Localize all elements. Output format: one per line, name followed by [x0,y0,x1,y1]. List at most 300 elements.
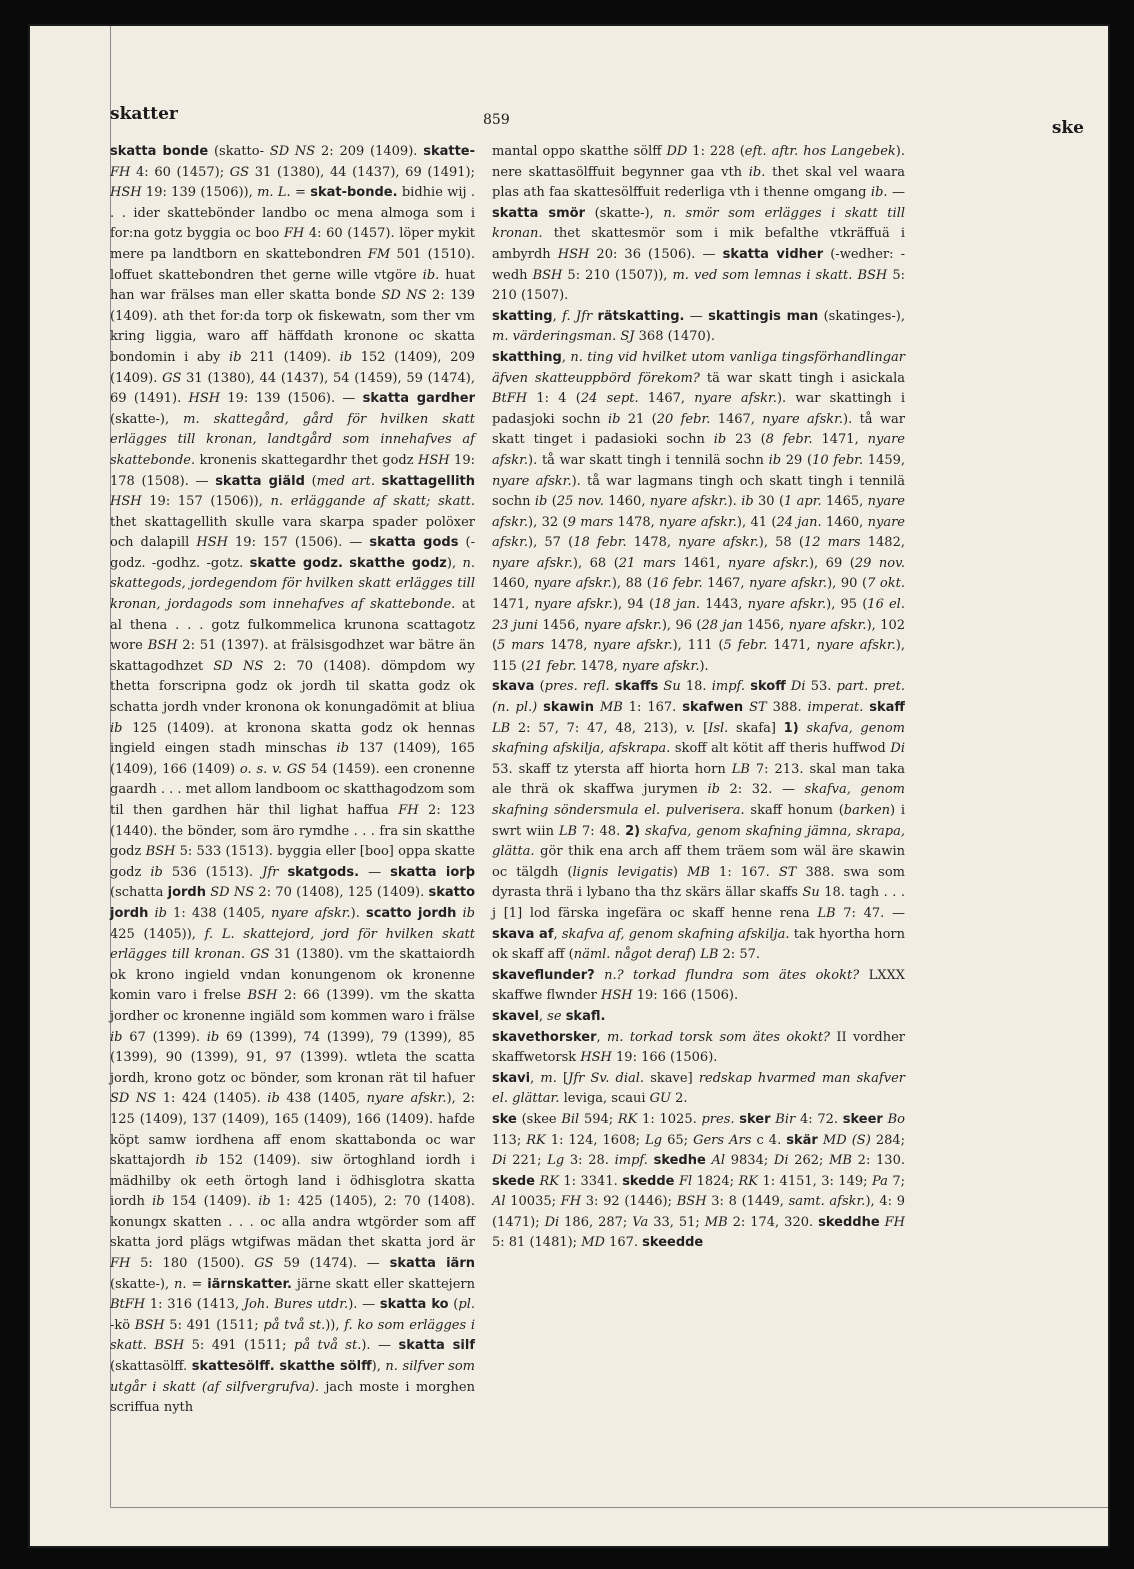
headword: rätskatting. [597,308,685,324]
italic-text: part. pret. (n. pl.) [492,679,905,716]
italic-text: nyare afskr. [492,514,905,551]
italic-text: ib [713,432,727,448]
italic-text: näml. något deraf [573,947,691,963]
entry-text: 1478, [544,638,594,654]
headword: skatte godz. [249,555,343,571]
italic-text: Su [663,679,681,695]
headword: skatthing [492,349,562,365]
dictionary-entry [492,1007,905,1028]
entry-text: 186, 287; [559,1214,633,1230]
dictionary-entry [492,1110,905,1254]
entry-text: gör thik ena arch aff them träem som wäl äre skawin oc tälgdh ( [492,844,905,880]
italic-text: 16 febr. [651,576,703,592]
italic-text: RK [738,1173,758,1189]
entry-text: 2: 66 (1399). vm the skatta jordher oc kronenne ingiäld som kommen waro i frälse [110,988,475,1024]
italic-text: nyare afskr. [593,638,673,654]
italic-text: redskap hvarmed man skafver el. glättar. [492,1070,905,1107]
entry-text: 1: 1025. [637,1111,702,1127]
headword: skatta ko [379,1297,449,1313]
entry-text: 19: 166 (1506). [632,988,739,1004]
entry-text: tä war skatt tingh i asickala [699,370,905,386]
entry-text: II vordher skaffwetorsk [492,1029,905,1066]
entry-text: 1467, [638,391,695,407]
italic-text: nyare afskr. [659,514,737,530]
italic-text: nyare afskr. [533,576,612,592]
entry-text: ), [446,555,463,571]
entry-text: 33, 51; [648,1214,705,1230]
entry-text [595,968,604,983]
italic-text: LB [492,720,511,736]
italic-text: BSH [676,1194,707,1210]
headword: skatta iorþ [390,864,476,880]
entry-text: 1467, [710,411,763,427]
italic-text: n. [174,1276,187,1292]
italic-text: nyare afskr. [366,1091,447,1107]
entry-text: 1: 167. [709,864,779,880]
italic-text: MD [581,1235,605,1251]
italic-text: 21 mars [618,555,676,571]
italic-text: RK [617,1111,638,1127]
italic-text: 8 febr. [765,432,813,448]
italic-text: 10 febr. [812,452,864,468]
entry-text: 31 (1380), 44 (1437), 54 (1459), 59 (1474), 69 (1491). [110,370,475,407]
headword: 1) [783,720,799,736]
italic-text: Gers Ars [693,1132,752,1148]
entry-text: 53. skaff tz ytersta aff hiorta horn [492,761,732,777]
italic-text: nyare afskr. [816,638,896,654]
headword: skatgods. [287,864,360,880]
entry-text: ). [699,658,709,674]
entry-text: — [684,308,709,324]
italic-text: SD NS [110,1091,157,1107]
italic-text: ib [339,349,353,365]
entry-text: 7: 47. — [835,905,905,921]
italic-text: FH [110,164,131,180]
entry-text: 125 (1409). at kronona skatta godz ok hennas ingield eingen stadh minschas [110,720,475,757]
italic-text: ib [741,494,754,510]
italic-text: 25 nov. [556,494,604,510]
italic-text: FM [367,246,391,262]
entry-text: jach moste i morghen scriffua nyth [110,1379,475,1416]
italic-text: nyare afskr. [762,411,844,427]
dictionary-entry [492,1028,905,1069]
entry-text: skaff honum ( [744,803,844,818]
italic-text: ib [534,494,548,510]
headword: skat-bonde. [310,185,398,201]
entry-text: 1459, [863,452,905,468]
entry-text: ). tå war skatt tingh i tennilä sochn [528,452,769,468]
entry-text: 5: 533 (1513). byggia eller [boo] oppa skatte godz [110,844,476,880]
entry-text: 5: 491 (1511; [164,1317,264,1333]
entry-text: ) [672,864,688,880]
italic-text: LB [700,947,719,963]
italic-text: HSH [601,988,633,1004]
italic-text: ib. [870,185,888,201]
italic-text: på två st. [263,1317,326,1333]
entry-text: 425 (1405)), [110,926,205,942]
entry-text: 1471, [492,597,535,613]
page-number: 859 [483,112,510,128]
entry-text: 2: 57, 7: 47, 48, 213), [510,720,686,736]
italic-text: Di [544,1214,560,1230]
italic-text: f. L. skattejord, jord för hvilken skatt erlägges till kronan. [110,926,475,963]
entry-text: 1478, [613,514,660,530]
headword: skava af [492,926,554,942]
entry-text: 501 (1510). loffuet skattebondren thet gerne wille vtgöre [110,246,475,283]
italic-text: 20 febr. [656,411,711,427]
headword: skatte- [423,144,475,159]
headword: skatta giäld [215,473,305,489]
entry-text: järne skatt eller skattejern [291,1276,475,1292]
italic-text: HSH [580,1050,612,1066]
italic-text: FH [560,1194,582,1210]
entry-text: 23 ( [726,432,766,448]
entry-text: 284; [870,1132,906,1148]
italic-text: m. ved som lemnas i skatt. [672,267,853,283]
italic-text: nyare afskr. [649,494,728,510]
headword: skatthe sölff [279,1359,372,1375]
entry-text: 20: 36 (1506). — [589,246,723,262]
dictionary-entry [492,677,905,965]
italic-text: m. torkad torsk som ätes okokt? [607,1029,831,1045]
italic-text: BtFH [110,1297,146,1313]
italic-text: med art. [316,473,375,489]
entry-text: 1460, [603,494,650,510]
italic-text: Va [632,1214,649,1230]
entry-text: ), 4: 9 (1471); [492,1194,906,1230]
italic-text: Bil [561,1111,580,1127]
italic-text: impf. [711,679,746,695]
entry-text: 152 (1409), 209 (1409). [110,349,475,386]
entry-text: 1824; [692,1173,739,1189]
entry-text: 1471, [812,432,868,448]
entry-text: 5: 210 (1507). [492,267,905,304]
italic-text: nyare afskr. [492,555,573,571]
italic-text: ib [707,782,720,798]
italic-text: SD NS [210,885,255,901]
italic-text: Di [492,1153,507,1169]
entry-text: 2: 32. — [719,782,805,798]
entry-text: 3: 92 (1446); [581,1194,677,1210]
entry-text: ), 69 ( [808,555,855,571]
entry-text: 1: 124, 1608; [545,1132,646,1148]
italic-text: MD (S) [822,1132,871,1148]
italic-text: 24 jan. [776,514,822,530]
italic-text: 16 el. 23 juni [492,597,905,633]
italic-text: BtFH [492,391,528,407]
entry-text: 5: 491 (1511; [184,1338,294,1354]
entry-text: 1465, [821,494,868,510]
italic-text: skafva af, genom skafning afskilja. [561,926,790,942]
entry-text: ). tå war skatt tinget i padasioki sochn [492,411,905,448]
entry-text: 19: 157 (1506). — [227,535,370,551]
headword: skede [492,1173,535,1189]
entry-text: ), 96 ( [661,617,702,633]
italic-text: HSH [110,494,142,510]
entry-text: 2: 51 (1397). at frälsisgodhzet war bätre än skattagodhzet [110,638,475,674]
dictionary-entry [492,348,905,678]
entry-text: ), 2: 125 (1409), 137 (1409), 165 (1409), 166 (1409). hafde köpt samw iordhena aff enom skattabonda oc war skattajordh [110,1091,476,1169]
entry-text: 4: 60 (1457); [130,164,230,180]
headword: skatta bonde [110,144,209,159]
entry-text: ) i swrt wiin [492,803,905,839]
entry-text: (schatta [110,885,168,901]
italic-text: 5 mars [497,638,545,654]
italic-text: SD NS [381,288,427,304]
italic-text: 1 apr. [784,494,822,510]
italic-text: BSH [247,988,278,1004]
italic-text: ib [195,1153,208,1169]
entry-text: 438 (1405, [279,1091,367,1107]
italic-text: 9 mars [567,514,614,530]
italic-text: Bir [775,1111,796,1127]
entry-text: (skatte-), [110,1276,174,1292]
italic-text: f. Jfr [562,308,593,324]
entry-text: 65; [662,1132,694,1148]
entry-text: 19: 139 (1506). — [220,391,363,407]
left-column [110,142,475,1419]
italic-text: impf. [614,1153,648,1169]
entry-text: ), 41 ( [736,514,777,530]
italic-text: nyare afskr. [788,617,867,633]
entry-text: , [596,1029,608,1045]
entry-text: 1: 3341. [558,1173,623,1189]
entry-text: ). [350,905,366,921]
italic-text: skafva, genom skafning söndersmula el. pulverisera. [492,782,905,818]
headword: skawin [543,700,595,716]
italic-text: ib. [422,267,440,283]
entry-text: 31 (1380). vm the skattaiordh ok krono ingield vndan konungenom ok kronenne komin varo i frelse [110,947,475,1004]
entry-text: ), 68 ( [572,555,619,571]
entry-text: 29 ( [781,452,813,468]
headword: skedde [622,1173,675,1189]
entry-text: 10035; [505,1194,561,1210]
entry-text: ( [547,494,557,510]
entry-text: 2: 123 (1440). the bönder, som äro rymdhe . . . fra sin skatthe godz [110,803,475,860]
italic-text: BSH [145,844,176,860]
header-first-word: skatter [110,104,178,124]
entry-text: — [359,864,391,880]
headword: skeer [842,1111,883,1127]
entry-text: skafa] [728,720,784,736]
italic-text: FH [884,1214,905,1230]
italic-text: HSH [188,391,221,407]
italic-text: nyare afskr. [271,905,351,921]
headword: skatto jordh [110,885,476,921]
italic-text: LB [731,761,750,777]
headword: skavi [492,1070,531,1086]
entry-text: (skatte-), [110,411,184,427]
headword: skaffs [614,679,659,695]
entry-text: (skatto- [208,144,270,159]
entry-text: , [530,1070,541,1086]
italic-text: GS [250,947,270,963]
italic-text: Bo [887,1111,905,1127]
entry-text: ), [371,1359,386,1375]
entry-text: 152 (1409). siw örtoghland iordh i mädhilby ok eeth örtogh land i ödhisglotra skatta iordh [110,1153,475,1210]
italic-text: ib [462,905,475,921]
entry-text: , [538,1008,548,1024]
italic-text: 29 nov. [854,555,905,571]
italic-text: ib [607,411,621,427]
entry-text: ), 58 ( [758,535,804,551]
headword: skatting [492,308,553,324]
italic-text: BSH [134,1317,165,1333]
dictionary-entry [110,142,475,1419]
entry-text: 1461, [675,555,729,571]
entry-text: 1456, [742,617,789,633]
entry-text: 167. [604,1235,643,1251]
headword: 2) [625,823,641,839]
entry-text: ), 115 ( [492,638,905,674]
headword: jordh [167,885,206,901]
page-header [110,104,1094,138]
entry-text: ) [691,947,701,963]
italic-text: RK [539,1173,559,1189]
entry-text: — [887,185,905,201]
italic-text: FH [110,1256,131,1272]
entry-text: 1: 438 (1405, [166,905,272,921]
italic-text: FH [398,803,419,818]
entry-text: ), 95 ( [826,597,868,613]
entry-text: ). war skattingh i padasjoki sochn [492,391,906,427]
italic-text: Al [711,1153,726,1169]
italic-text: imperat. [807,700,864,716]
entry-text: thet skal vel waara plas ath faa skattesölffuit rederliga vth i thenne omgang [492,164,905,201]
entry-text: 2: 139 (1409). ath thet for:da torp ok fiskewatn, som ther vm kring liggia, waro aff häffdath kronone oc skatta bondomin i aby [110,288,476,365]
italic-text: Al [492,1194,506,1210]
entry-text: skave] [644,1070,699,1086]
italic-text: n. ting vid hvilket utom vanliga tingsförhandlingar äfven skatteuppbörd förekom? [492,349,905,386]
entry-text: skoff alt kötit aff theris huffwod [670,741,891,757]
entry-text: 3: 28. [564,1153,615,1169]
entry-text: (-wedher: -wedh [492,246,905,283]
italic-text: samt. afskr. [788,1194,866,1210]
headword: skedhe [653,1153,706,1169]
entry-text: 7: 48. [577,823,626,839]
header-last-word: ske [1051,118,1084,138]
headword: skattesölff. [191,1359,275,1375]
italic-text: m. [540,1070,557,1086]
italic-text: ib [110,1029,123,1045]
italic-text: eft. aftr. hos Langebek [744,144,896,159]
italic-text: nyare afskr. [749,576,828,592]
entry-text: ( [304,473,317,489]
entry-text: 594; [579,1111,618,1127]
entry-text: 5: 180 (1500). [130,1256,255,1272]
italic-text: Lg [645,1132,663,1148]
italic-text: lignis levigatis [572,864,673,880]
italic-text: BSH [532,267,563,283]
headword: skatta smör [492,205,586,221]
italic-text: n. erläggande af skatt; skatt. [270,494,475,510]
entry-text: ), 88 ( [611,576,652,592]
entry-text: -kö [110,1317,135,1333]
italic-text: 5 febr. [723,638,768,654]
entry-text: (skatinges-), [818,308,905,324]
italic-text: skafva, genom skafning afskilja, afskrapa. [492,720,905,757]
italic-text: MB [704,1214,728,1230]
italic-text: ib [768,452,782,468]
italic-text: LB [558,823,578,839]
entry-text: 2: 57. [718,947,760,963]
entry-text: leviga, scaui [559,1091,650,1107]
italic-text: ib [206,1029,220,1045]
entry-text: (skatte-), [585,205,664,221]
entry-text: 1: 4151, 3: 149; [758,1173,872,1189]
entry-text: ). nere skattasölffuit begynner gaa vth [492,144,906,180]
italic-text: nyare afskr. [621,658,700,674]
entry-text: (-godz. -godhz. -gotz. [110,535,475,571]
italic-text: ib [229,349,242,365]
entry-text: 19: 178 (1508). — [110,452,475,489]
italic-text: n. silfver som utgår i skatt (af silfvergrufva). [110,1359,475,1395]
entry-text: 1: 316 (1413, [145,1297,244,1313]
entry-text: (skattasölff. [110,1359,192,1375]
italic-text: Su [802,885,820,901]
italic-text: n. skattegods, jordegendom för hvilken skatt erlägges till kronan, jordagods som innehafves af skattebonde. [110,555,475,613]
headword: scatto jordh [365,905,457,921]
italic-text: Di [890,741,905,757]
entry-text: 154 (1409). [164,1194,259,1210]
entry-text: 9834; [725,1153,774,1169]
entry-text: 4: 60 (1457). löper mykit mere pa landtborn en skattebondren [110,226,475,262]
entry-text: = [290,185,311,201]
headword: skafl. [565,1008,606,1024]
italic-text: se [547,1008,562,1024]
headword: sker [739,1111,771,1127]
entry-text: 1: 4 ( [527,391,581,407]
entry-text: 54 (1459). een cronenne gaardh . . . met allom landboom oc skatthagodzom som til then gardhen här thil lighat haffua [110,761,475,818]
entry-text: 2: 70 (1408). dömpdom wy thetta forscripna godz ok jordh til skatta godz ok schatta jordh vnder kronona ok konungadömit at bliua [110,658,475,716]
entry-text: 1: 425 (1405), 2: 70 (1408). konungx skatten . . . oc alla andra wtgörder som aff skatta jord plägs wtgifwas mädan thet skatta jord är [110,1194,476,1251]
italic-text: GS [162,370,182,386]
italic-text: ib [336,741,349,757]
entry-text: 7; [887,1173,906,1189]
entry-text: 1456, [537,617,584,633]
entry-text: mantal oppo skatthe sölff [492,144,667,159]
dictionary-entry [492,966,905,1007]
entry-text: 1482, [860,535,905,551]
italic-text: ib [267,1091,280,1107]
italic-text: f. ko som erlägges i skatt. [110,1317,475,1354]
entry-text: 1: 424 (1405). [156,1091,268,1107]
entry-text: 211 (1409). [241,349,340,365]
entry-text: 19: 139 (1506)), [141,185,258,201]
italic-text: nyare afskr. [678,535,759,551]
italic-text: ib [150,864,163,880]
italic-text: GU [649,1091,671,1107]
dictionary-entry [492,307,905,348]
italic-text: nyare afskr. [747,597,827,613]
italic-text: BSH [147,638,178,654]
entry-text: 1471, [767,638,817,654]
italic-text: Jfr Sv. dial. [568,1070,645,1086]
entry-text [375,474,382,489]
entry-text: = [186,1276,208,1292]
entry-text: )), [325,1317,345,1333]
entry-text: 31 (1380), 44 (1437), 69 (1491); [249,164,475,180]
entry-text: 18. tagh . . . j [1] lod färska ingefära oc skaff henne rena [492,885,905,921]
headword: skatta iärn [389,1256,475,1272]
headword: skaff [869,700,905,716]
dictionary-entry [492,142,905,307]
headword: skatta vidher [722,246,824,262]
entry-text: 137 (1409), 165 (1409), 166 (1409) [110,741,475,777]
headword: skär [786,1132,818,1148]
entry-text: 30 ( [753,494,785,510]
entry-text: 1: 167. [622,700,683,716]
